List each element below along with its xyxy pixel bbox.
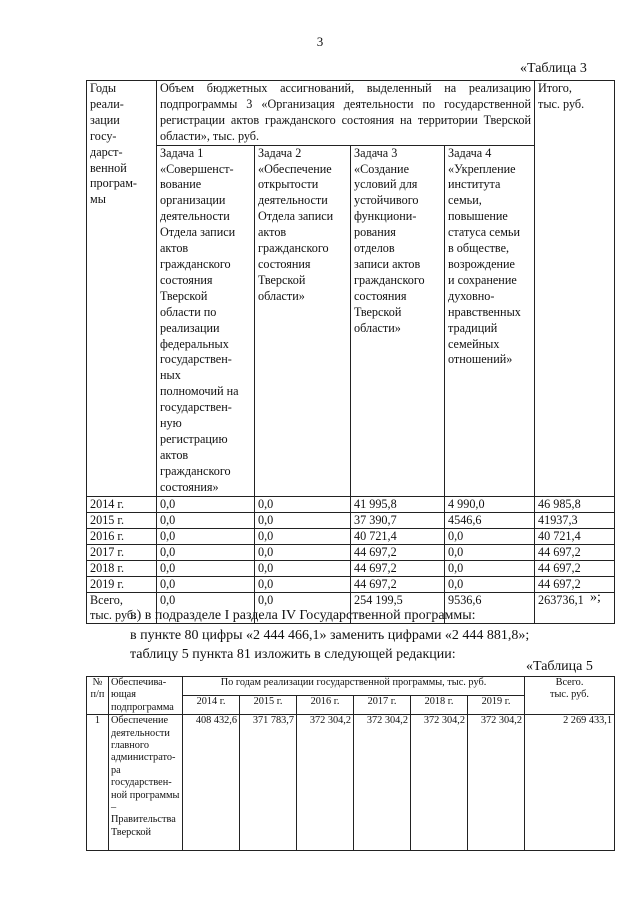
header-task-4: Задача 4 «Укрепление института семьи, повышение статуса семьи в обществе, возрождение и сохранение духовно- нравственных традиций семейных отношений»: [445, 145, 535, 496]
cell-total: 46 985,8: [535, 496, 615, 512]
cell-total: 44 697,2: [535, 576, 615, 592]
paragraph-line-1: в) в подразделе I раздела IV Государственной программы:: [130, 608, 476, 623]
paragraph-line-2: в пункте 80 цифры «2 444 466,1» заменить цифрами «2 444 881,8»;: [130, 628, 530, 643]
cell-task-3: 44 697,2: [351, 576, 445, 592]
cell-year: Всего, тыс. руб.: [87, 592, 157, 623]
table-row: [87, 576, 615, 592]
table3-caption: «Таблица 3: [520, 61, 587, 76]
cell-name: Обеспечение деятельности главного администрато- ра государствен- ной программы – Правительства Тверской: [109, 715, 183, 851]
cell-year: 2014 г.: [87, 496, 157, 512]
header-total: Итого, тыс. руб.: [535, 81, 615, 497]
cell-task-2: 0,0: [255, 592, 351, 623]
cell-num: 1: [87, 715, 109, 851]
header-year: 2015 г.: [240, 696, 297, 715]
table-row: [87, 512, 615, 528]
cell-task-4: 0,0: [445, 528, 535, 544]
cell-task-2: 0,0: [255, 496, 351, 512]
cell-year: 2018 г.: [87, 560, 157, 576]
table-row: [87, 544, 615, 560]
header-year: 2014 г.: [183, 696, 240, 715]
cell-task-1: 0,0: [157, 544, 255, 560]
cell-task-4: 4 990,0: [445, 496, 535, 512]
header-year: 2017 г.: [354, 696, 411, 715]
header-years-group: По годам реализации государственной программы, тыс. руб.: [183, 677, 525, 696]
table5: [86, 676, 615, 851]
table3-closing: »;: [590, 590, 601, 605]
cell-task-4: 9536,6: [445, 592, 535, 623]
cell-total: 44 697,2: [535, 560, 615, 576]
cell-value: 372 304,2: [468, 715, 525, 851]
cell-value: 371 783,7: [240, 715, 297, 851]
cell-task-4: 0,0: [445, 576, 535, 592]
header-num: № п/п: [87, 677, 109, 715]
header-year: 2019 г.: [468, 696, 525, 715]
cell-task-2: 0,0: [255, 576, 351, 592]
header-task-3: Задача 3 «Создание условий для устойчивого функциони- рования отделов записи актов гражданского состояния Тверской области»: [351, 145, 445, 496]
cell-task-4: 0,0: [445, 544, 535, 560]
header-total: Всего. тыс. руб.: [525, 677, 615, 715]
cell-task-1: 0,0: [157, 576, 255, 592]
cell-task-3: 254 199,5: [351, 592, 445, 623]
cell-value: 372 304,2: [354, 715, 411, 851]
header-provider: Обеспечива- ющая подпрограмма: [109, 677, 183, 715]
cell-total: 41937,3: [535, 512, 615, 528]
cell-task-3: 44 697,2: [351, 544, 445, 560]
cell-total: 44 697,2: [535, 544, 615, 560]
table-row: [87, 560, 615, 576]
cell-task-2: 0,0: [255, 528, 351, 544]
header-year: 2016 г.: [297, 696, 354, 715]
cell-task-3: 44 697,2: [351, 560, 445, 576]
cell-value: 372 304,2: [411, 715, 468, 851]
cell-year: 2016 г.: [87, 528, 157, 544]
cell-total: 263736,1: [535, 592, 615, 623]
header-budget: Объем бюджетных ассигнований, выделенный на реализацию подпрограммы 3 «Организация деятельности по государственной регистрации актов гражданского состояния на территории Тверской области», тыс. руб.: [157, 81, 535, 146]
table-row: [87, 715, 615, 851]
table-row: [87, 528, 615, 544]
cell-value: 372 304,2: [297, 715, 354, 851]
cell-task-3: 37 390,7: [351, 512, 445, 528]
paragraph-line-3: таблицу 5 пункта 81 изложить в следующей редакции:: [130, 647, 456, 662]
cell-task-2: 0,0: [255, 544, 351, 560]
cell-task-3: 40 721,4: [351, 528, 445, 544]
header-year: 2018 г.: [411, 696, 468, 715]
cell-year: 2019 г.: [87, 576, 157, 592]
cell-year: 2017 г.: [87, 544, 157, 560]
cell-task-2: 0,0: [255, 512, 351, 528]
cell-task-4: 0,0: [445, 560, 535, 576]
cell-total: 2 269 433,1: [525, 715, 615, 851]
cell-task-1: 0,0: [157, 496, 255, 512]
page-number: 3: [316, 34, 324, 49]
cell-task-1: 0,0: [157, 560, 255, 576]
header-task-1: Задача 1 «Совершенст- вование организации деятельности Отдела записи актов гражданского состояния Тверской области по реализации федеральных государствен- ных полномочий на государствен- ную регистрацию актов гражданского состояния»: [157, 145, 255, 496]
header-task-2: Задача 2 «Обеспечение открытости деятельности Отдела записи актов гражданского состояния Тверской области»: [255, 145, 351, 496]
table-row: [87, 496, 615, 512]
cell-task-4: 4546,6: [445, 512, 535, 528]
cell-task-2: 0,0: [255, 560, 351, 576]
cell-task-1: 0,0: [157, 528, 255, 544]
table3: [86, 80, 615, 624]
cell-total: 40 721,4: [535, 528, 615, 544]
cell-year: 2015 г.: [87, 512, 157, 528]
cell-value: 408 432,6: [183, 715, 240, 851]
table5-caption: «Таблица 5: [526, 659, 593, 674]
cell-task-1: 0,0: [157, 512, 255, 528]
cell-task-1: 0,0: [157, 592, 255, 623]
cell-task-3: 41 995,8: [351, 496, 445, 512]
header-years: Годы реали- зации госу- дарст- венной програм- мы: [87, 81, 157, 497]
